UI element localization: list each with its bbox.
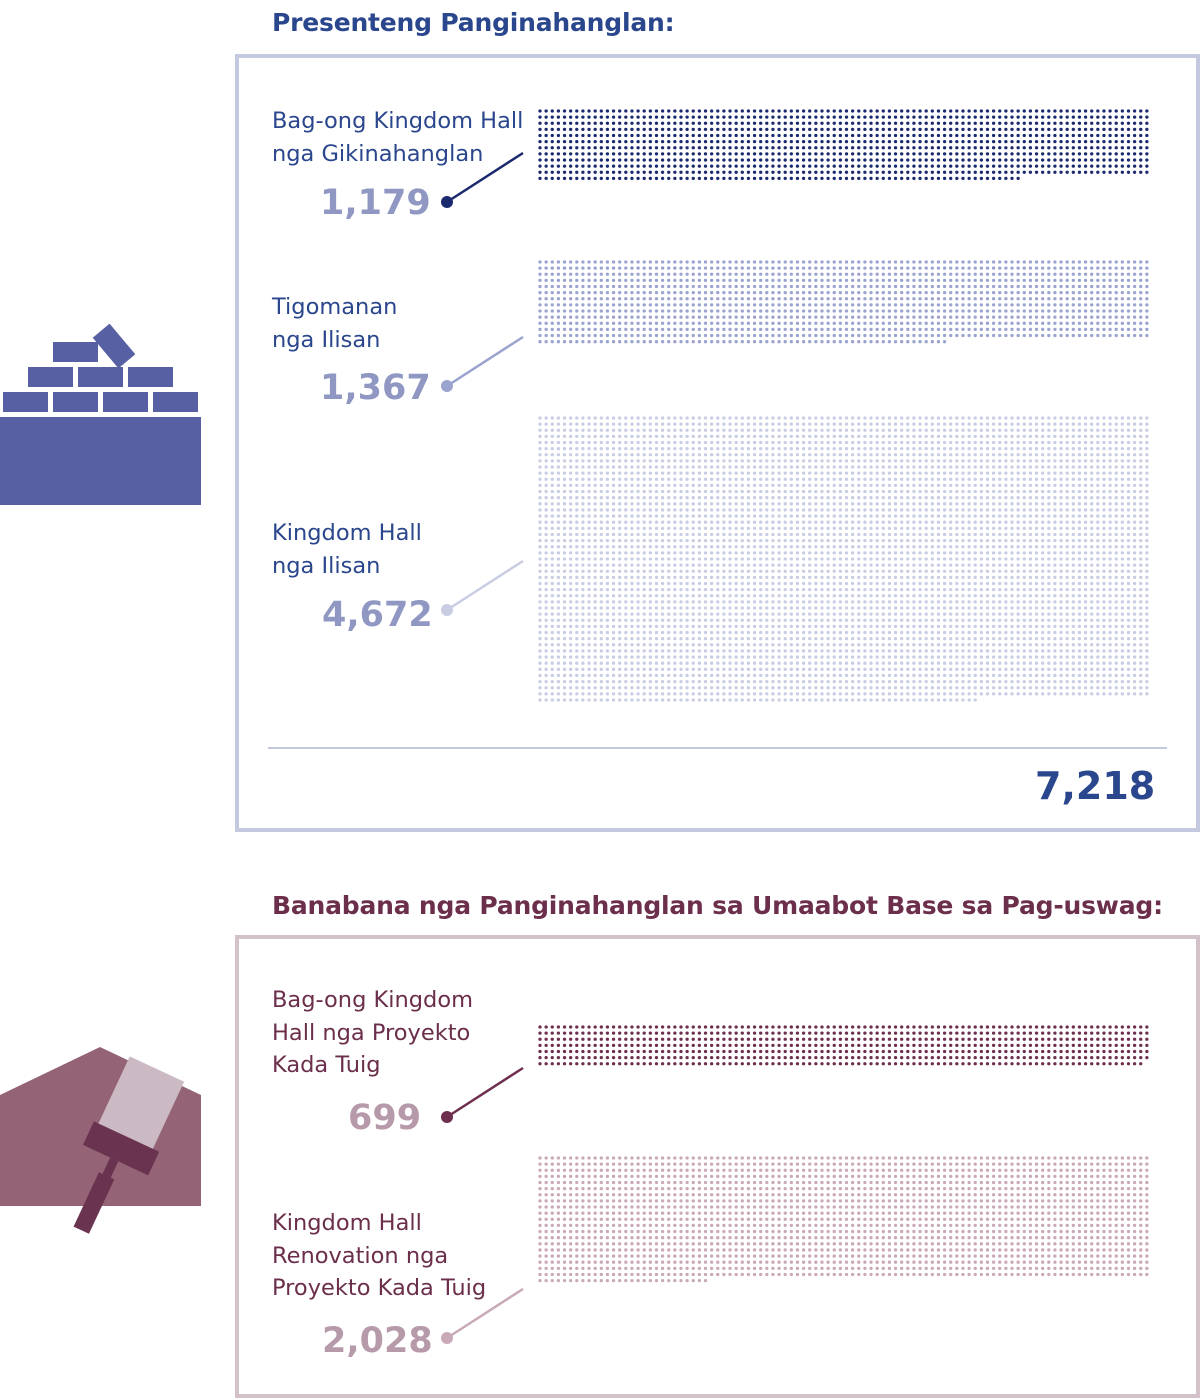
kingdom-halls-replace-value: 4,672 <box>322 595 433 635</box>
assembly-halls-replace-value: 1,367 <box>320 368 431 408</box>
new-halls-needed-label: Bag-ong Kingdom Hall nga Gikinahanglan <box>272 108 524 167</box>
new-halls-needed-value: 1,179 <box>320 183 431 223</box>
current-needs-title: Presenteng Panginahanglan: <box>272 8 675 37</box>
kingdom-halls-replace-label: Kingdom Hall nga Ilisan <box>272 520 422 579</box>
assembly-halls-replace-label: Tigomanan nga Ilisan <box>272 294 398 353</box>
